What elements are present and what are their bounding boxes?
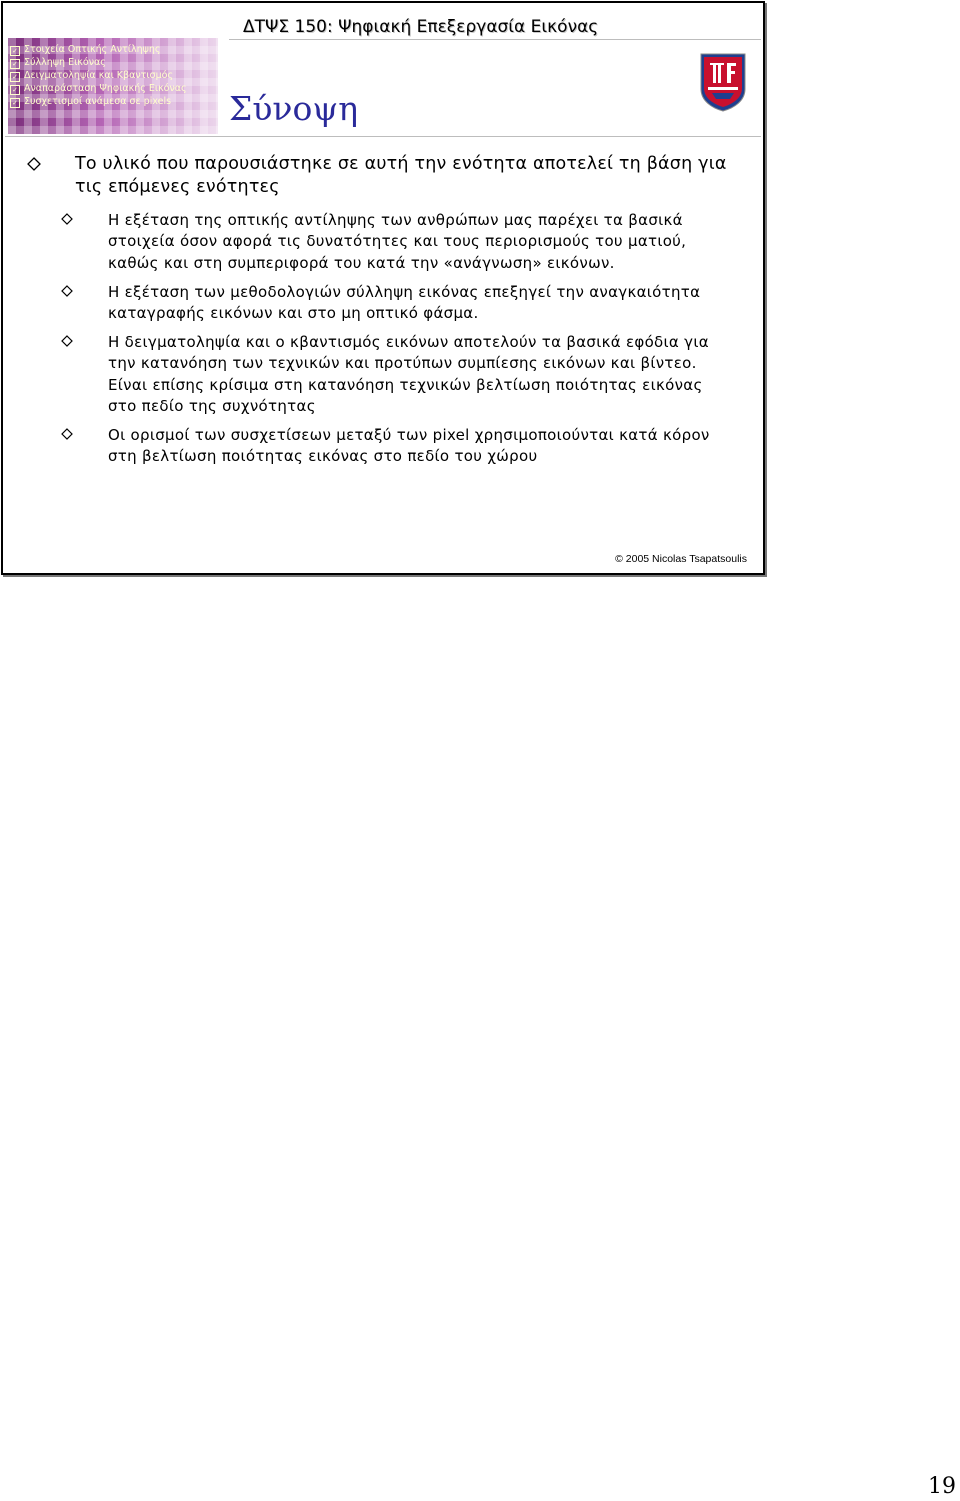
page-number: 19	[928, 1474, 956, 1499]
course-title: ΔΤΨΣ 150: Ψηφιακή Επεξεργασία Εικόνας	[243, 17, 599, 37]
diamond-bullet-icon	[61, 285, 73, 297]
main-point-text: Το υλικό που παρουσιάστηκε σε αυτή την ενότητα αποτελεί τη βάση για τις επόμενες ενότητες	[75, 154, 727, 197]
topic-navigation	[8, 38, 218, 134]
checkbox-checked-icon: ✓	[10, 46, 20, 56]
nav-item-label: Αναπαράσταση Ψηφιακής Εικόνας	[24, 82, 187, 94]
sub-point	[61, 282, 721, 325]
sub-point	[61, 425, 721, 468]
copyright-notice: © 2005 Nicolas Tsapatsoulis	[615, 553, 747, 565]
diamond-bullet-icon	[61, 335, 73, 347]
diamond-bullet-icon	[61, 213, 73, 225]
nav-item[interactable]	[10, 83, 218, 96]
checkbox-checked-icon: ✓	[10, 72, 20, 82]
main-point	[27, 153, 747, 199]
sub-point-text: Οι ορισμοί των συσχετίσεων μεταξύ των pixel χρησιμοποιούνται κατά κόρον στη βελτίωση ποιότητας εικόνας στο πεδίο του χώρου	[108, 426, 710, 466]
sub-point-text: Η δειγματοληψία και ο κβαντισμός εικόνων αποτελούν τα βασικά εφόδια για την κατανόηση των τεχνικών και προτύπων συμπίεσης εικόνων και βίντεο. Είναι επίσης κρίσιμα στη κατανόηση τεχνικών βελτίωση ποιότητας εικόνας στο πεδίο της συχνότητας	[108, 333, 709, 416]
sub-point-text: Η εξέταση των μεθοδολογιών σύλληψη εικόνας επεξηγεί την αναγκαιότητα καταγραφής εικόνων και στο μη οπτικό φάσμα.	[108, 283, 701, 323]
diamond-bullet-icon	[27, 157, 41, 171]
header-divider	[229, 39, 761, 40]
sub-point	[61, 332, 721, 418]
checkbox-checked-icon: ✓	[10, 98, 20, 108]
nav-item[interactable]	[10, 44, 218, 57]
nav-item[interactable]	[10, 70, 218, 83]
nav-item-label: Σύλληψη Εικόνας	[24, 56, 106, 68]
nav-item-label: Δειγματοληψία και Κβαντισμός	[24, 69, 174, 81]
nav-item-label: Συσχετισμοί ανάμεσα σε pixels	[24, 95, 172, 107]
sub-point	[61, 210, 721, 274]
sub-point-text: Η εξέταση της οπτικής αντίληψης των ανθρώπων μας παρέχει τα βασικά στοιχεία όσον αφορά τις δυνατότητες και τους περιορισμούς του ματιού, καθώς και στη συμπεριφορά του κατά την «ανάγνωση» εικόνων.	[108, 211, 687, 272]
diamond-bullet-icon	[61, 428, 73, 440]
section-title: Σύνοψη	[229, 89, 358, 128]
nav-item[interactable]	[10, 96, 218, 109]
slide	[1, 1, 765, 575]
nav-item-label: Στοιχεία Οπτικής Αντίληψης	[24, 44, 161, 55]
title-divider	[5, 136, 761, 137]
checkbox-checked-icon: ✓	[10, 85, 20, 95]
nav-item[interactable]	[10, 57, 218, 70]
university-logo	[698, 51, 748, 113]
checkbox-checked-icon: ✓	[10, 59, 20, 69]
